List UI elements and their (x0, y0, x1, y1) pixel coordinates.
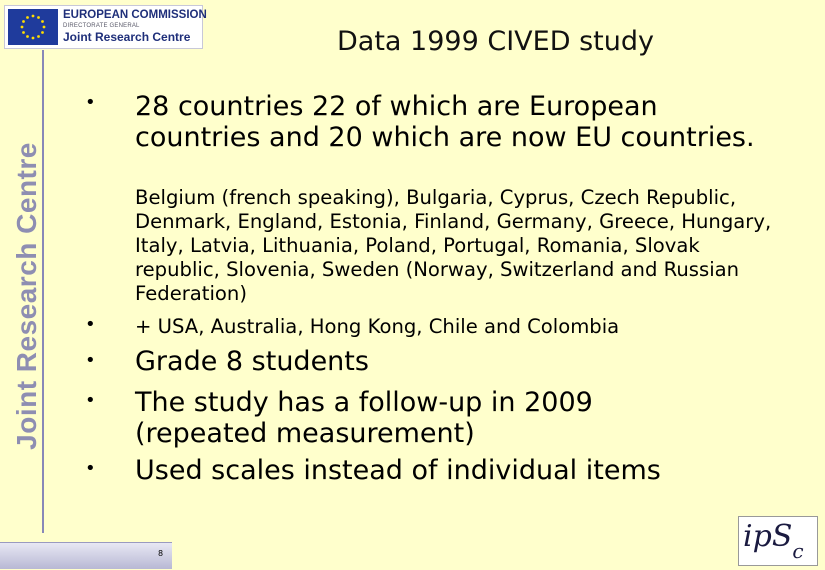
side-label: Joint Research Centre (11, 142, 42, 450)
bullet-text-other-countries: + USA, Australia, Hong Kong, Chile and Colombia (135, 315, 620, 338)
bullet-2: • (85, 314, 96, 335)
org-name: EUROPEAN COMMISSION (63, 9, 207, 21)
bullet-text-countries: 28 countries 22 of which are European countries and 20 which are now EU countries. (135, 91, 755, 153)
bullet-text-follow-up: The study has a follow-up in 2009 (repeated measurement) (135, 387, 593, 449)
bullet-4: • (85, 390, 96, 411)
page-number: 8 (158, 549, 164, 558)
dg-name: DIRECTORATE GENERAL (63, 23, 140, 29)
bullet-1: • (85, 92, 96, 113)
slide-title: Data 1999 CIVED study (337, 26, 654, 57)
bullet-text-scales: Used scales instead of individual items (135, 455, 661, 486)
footer-bar (0, 542, 172, 569)
european-commission-logo (4, 5, 207, 49)
bullet-3: • (85, 350, 96, 371)
bullet-5: • (85, 458, 96, 479)
bullet-text-grade: Grade 8 students (135, 346, 369, 377)
eu-flag-icon (8, 9, 58, 45)
country-list-text: Belgium (french speaking), Bulgaria, Cyprus, Czech Republic, Denmark, England, Estonia, Finland, Germany, Greece, Hungary, Italy, Latvia, Lithuania, Poland, Portugal, Romania, Slovak republic, Slovenia, Sweden (Norway, Switzerland and Russian Federation) (135, 186, 772, 305)
ipsc-logo: ipS$_c$ (738, 516, 818, 566)
unit-name: Joint Research Centre (63, 30, 191, 44)
